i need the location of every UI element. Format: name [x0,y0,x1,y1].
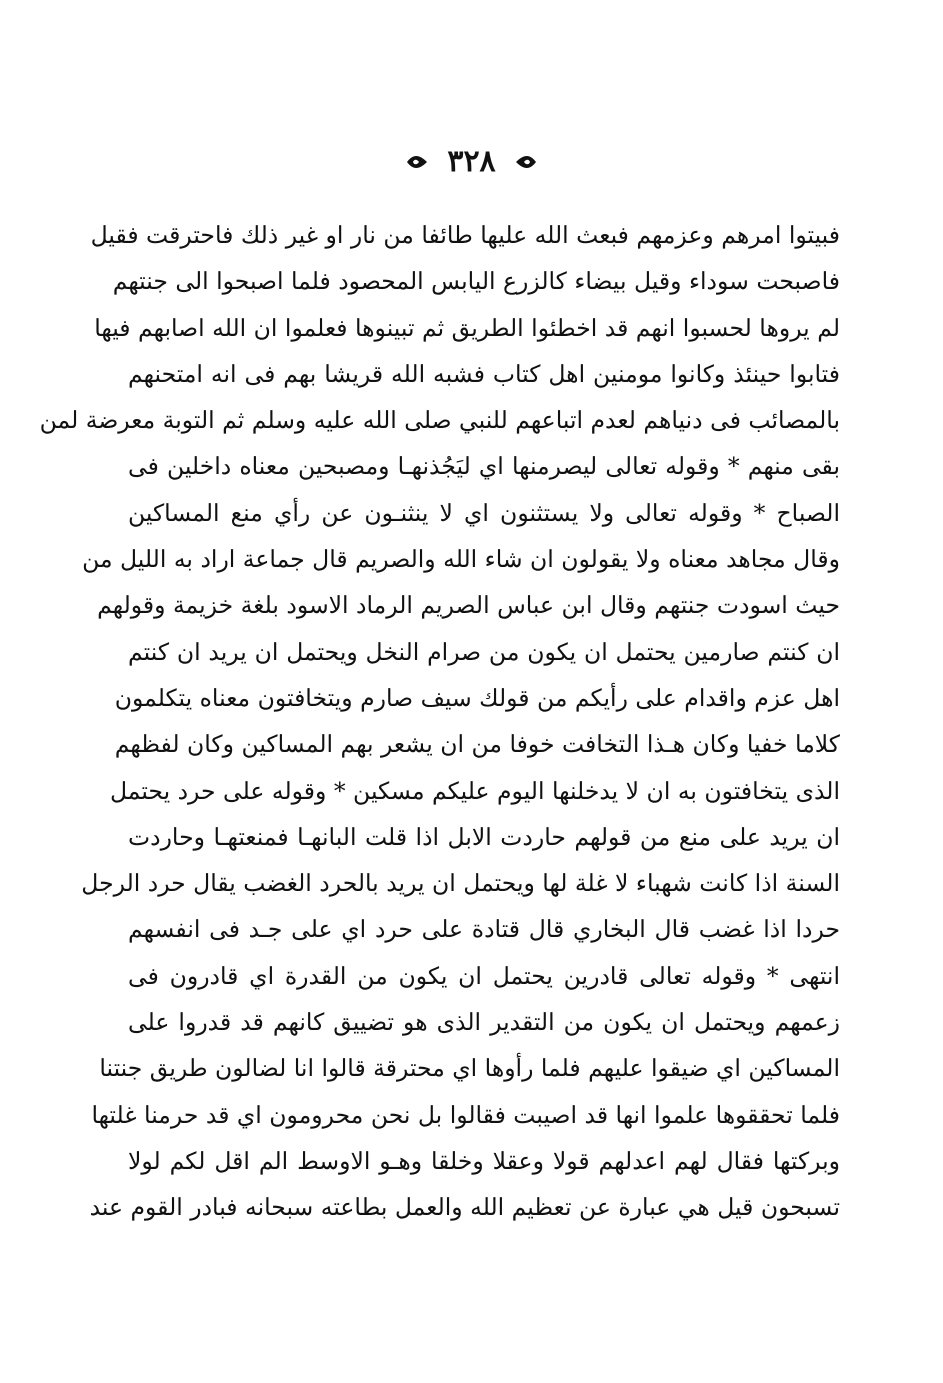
page-header [0,140,943,184]
text-line-2: فاصبحت سوداء وقيل بيضاء كالزرع اليابس المحصود فلما اصبحوا الى جنتهم [112,267,840,296]
text-line-6: بقى منهم * وقوله تعالى ليصرمنها اي ليَجُذنهـا ومصبحين معناه داخلين فى [128,452,840,481]
text-line-4: فتابوا حينئذ وكانوا مومنين اهل كتاب فشبه الله قريشا بهم فى انه امتحنهم [128,359,840,388]
left-ornament-icon [514,150,538,174]
text-line-3: لم يروها لحسبوا انهم قد اخطئوا الطريق ثم تبينوها فعلموا ان الله اصابهم فيها [94,313,840,342]
text-line-5: بالمصائب فى دنياهم لعدم اتباعهم للنبي صلى الله عليه وسلم ثم التوبة معرضة لمن [39,406,840,435]
text-line-10: ان كنتم صارمين يحتمل ان يكون من صرام النخل ويحتمل ان يريد ان كنتم [128,637,840,666]
text-line-7: الصباح * وقوله تعالى ولا يستثنون اي لا ينثنـون عن رأي منع المساكين [128,498,840,527]
text-line-21: وبركتها فقال لهم اعدلهم قولا وعقلا وخلقا وهـو الاوسط الم اقل لكم لولا [128,1146,840,1175]
page-body [39,212,840,1231]
page-number: ٣٢٨ [447,144,496,179]
text-line-22: تسبحون قيل هي عبارة عن تعظيم الله والعمل بطاعته سبحانه فبادر القوم عند [89,1193,840,1222]
text-line-9: حيث اسودت جنتهم وقال ابن عباس الصريم الرماد الاسود بلغة خزيمة وقولهم [97,591,840,620]
text-line-19: المساكين اي ضيقوا عليهم فلما رأوها اي محترقة قالوا انا لضالون طريق جنتنا [99,1054,840,1083]
text-line-17: انتهى * وقوله تعالى قادرين يحتمل ان يكون من القدرة اي قادرون فى [128,961,840,990]
text-line-11: اهل عزم واقدام على رأيكم من قولك سيف صارم ويتخافتون معناه يتكلمون [114,683,840,712]
text-line-12: كلاما خفيا وكان هـذا التخافت خوفا من ان يشعر بهم المساكين وكان لفظهم [114,730,840,759]
text-line-15: السنة اذا كانت شهباء لا غلة لها ويحتمل ان يريد بالحرد الغضب يقال حرد الرجل [81,869,840,898]
text-line-16: حردا اذا غضب قال البخاري قال قتادة على حرد اي على جـد فى انفسهم [128,915,840,944]
text-line-20: فلما تحققوها علموا انها قد اصيبت فقالوا بل نحن محرومون اي قد حرمنا غلتها [91,1100,840,1129]
text-line-8: وقال مجاهد معناه ولا يقولون ان شاء الله والصريم قال جماعة اراد به الليل من [82,545,840,574]
text-line-14: ان يريد على منع من قولهم حاردت الابل اذا قلت البانهـا فمنعتهـا وحاردت [128,822,840,851]
text-line-1: فبيتوا امرهم وعزمهم فبعث الله عليها طائفا من نار او غير ذلك فاحترقت فقيل [90,221,840,249]
text-line-18: زعمهم ويحتمل ان يكون من التقدير الذى هو تضييق كانهم قد قدروا على [128,1008,840,1037]
right-ornament-icon [405,150,429,174]
text-line-13: الذى يتخافتون به ان لا يدخلنها اليوم عليكم مسكين * وقوله على حرد يحتمل [109,776,840,805]
